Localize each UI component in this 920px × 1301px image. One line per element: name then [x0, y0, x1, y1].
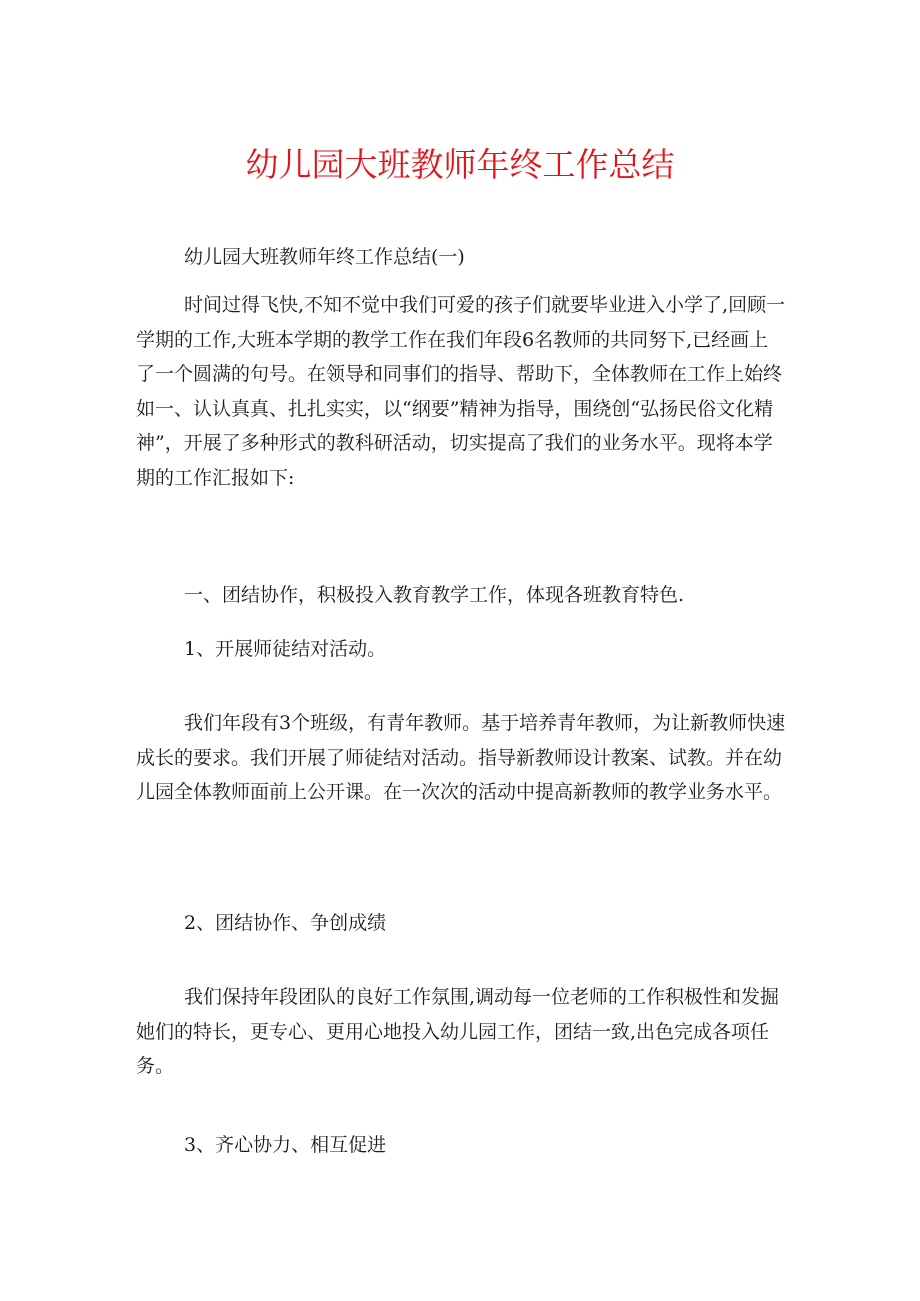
section-subtitle: 幼儿园大班教师年终工作总结(一): [184, 246, 465, 268]
section-heading-1: 一、团结协作，积极投入教育教学工作，体现各班教育特色.: [184, 584, 685, 606]
subheading-3: 3、齐心协力、相互促进: [184, 1134, 387, 1156]
paragraph-teamwork: 我们保持年段团队的良好工作氛围,调动每一位老师的工作积极性和发掘她们的特长，更专心、更用心地投入幼儿园工作，团结一致,出色完成各项任务。: [136, 986, 780, 1077]
intro-paragraph: 时间过得飞快,不知不觉中我们可爱的孩子们就要毕业进入小学了,回顾一学期的工作,大班本学期的教学工作在我们年段6名教师的共同努下,已经画上了一个圆满的句号。在领导和同事们的指导、帮助下，全体教师在工作上始终如一、认认真真、扎扎实实，以“纲要”精神为指导，围绕创“弘扬民俗文化精神”，开展了多种形式的教科研活动，切实提高了我们的业务水平。现将本学期的工作汇报如下:: [136, 294, 786, 489]
subheading-1: 1、开展师徒结对活动。: [184, 638, 387, 660]
subheading-2: 2、团结协作、争创成绩: [184, 912, 387, 934]
paragraph-mentoring: 我们年段有3个班级，有青年教师。基于培养青年教师，为让新教师快速成长的要求。我们开展了师徒结对活动。指导新教师设计教案、试教。并在幼儿园全体教师面前上公开课。在一次次的活动中提高新教师的教学业务水平。: [136, 712, 786, 803]
document-title: 幼儿园大班教师年终工作总结: [245, 145, 675, 184]
